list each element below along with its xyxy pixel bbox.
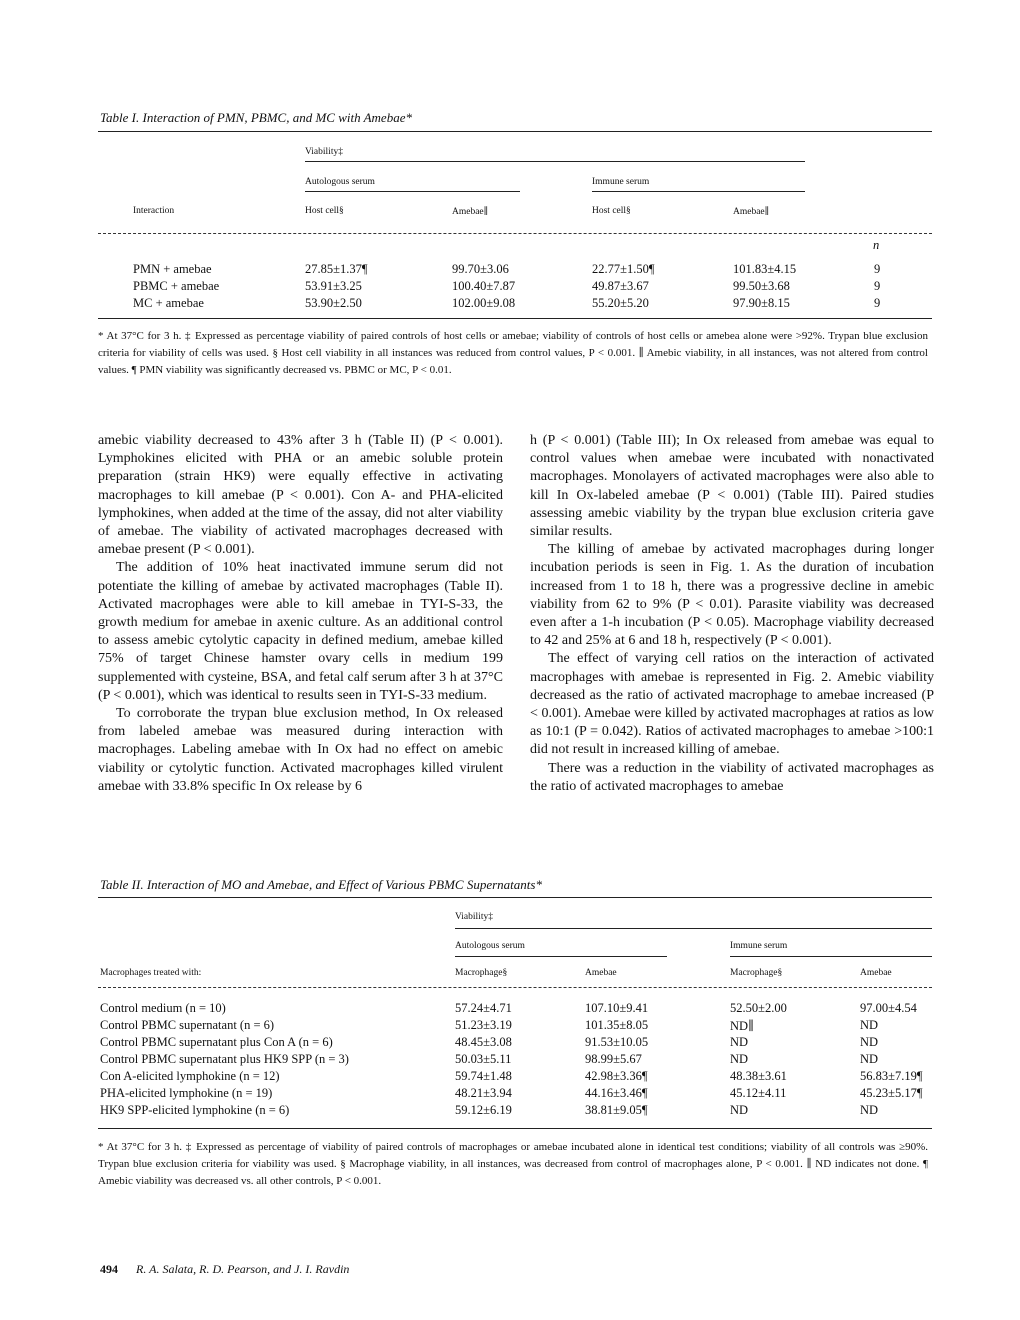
table2-cell: 107.10±9.41 — [585, 1001, 649, 1015]
table2-cell: 45.23±5.17¶ — [860, 1086, 923, 1100]
table2-amebae-header-1: Amebae — [585, 968, 617, 978]
table1-host-header-1: Host cell§ — [305, 206, 344, 216]
table2-footnote: * At 37°C for 3 h. ‡ Expressed as percentage of viability of paired controls of macrophages or amebae incubated alone in identical test conditions; viability of all controls was ≥90%. Trypan blue exclusion criteria for viability was used. § Macrophage viability, in all instances, was decreased from control of macrophages alone, P < 0.001. ∥ ND indicates not done. ¶ Amebic viability was decreased vs. all other controls, P < 0.001. — [98, 1141, 928, 1187]
table2-cell: 59.74±1.48 — [455, 1069, 512, 1083]
table2-cell: ND — [860, 1018, 879, 1032]
table1-amebae-header-2: Amebae∥ — [733, 207, 770, 217]
table2-row-label: Control PBMC supernatant plus HK9 SPP (n = 3) — [100, 1052, 349, 1066]
body-paragraph: There was a reduction in the viability of activated macrophages as the ratio of activated macrophages to amebae — [530, 760, 934, 794]
table2-cell: 51.23±3.19 — [455, 1018, 512, 1032]
table1-row-label: PMN + amebae — [133, 262, 212, 276]
body-paragraph: The killing of amebae by activated macrophages during longer incubation periods is seen in Fig. 1. As the duration of incubation increased from 1 to 18 h, there was a progressive decline in amebic viability from 62 to 9% (P < 0.01). Parasite viability was decreased even after a 1-h incubation (P < 0.05). Macrophage viability decreased to 42 and 25% at 6 and 18 h, respectively (P < 0.001). — [530, 542, 934, 649]
table2-macrophage-header-1: Macrophage§ — [455, 968, 508, 978]
table1-viability-label: Viability‡ — [305, 147, 343, 157]
table1-cell: 49.87±3.67 — [592, 279, 649, 293]
table2-row-label: Control PBMC supernatant plus Con A (n = 6) — [100, 1035, 333, 1049]
page-number: 494 — [100, 1262, 118, 1276]
table2-cell: 59.12±6.19 — [455, 1103, 512, 1117]
table2-immune-rule — [730, 956, 932, 957]
table1-viability-rule — [305, 161, 805, 162]
table2-amebae-header-2: Amebae — [860, 968, 892, 978]
table1-cell: 53.91±3.25 — [305, 279, 362, 293]
table2-cell: 48.21±3.94 — [455, 1086, 512, 1100]
body-paragraph: The addition of 10% heat inactivated immune serum did not potentiate the killing of amebae by activated macrophages (Table II). Activated macrophages were able to kill amebae in TYI-S-33, the growth medium for amebae in axenic culture. As an additional control to assess amebic cytolytic capacity in defined medium, amebae killed 75% of target Chinese hamster ovary cells in medium 199 supplemented with cysteine, BSA, and fetal calf serum after 3 h at 37°C (P < 0.001), which was identical to results seen in TYI-S-33 medium. — [98, 560, 503, 703]
table1-footnote: * At 37°C for 3 h. ‡ Expressed as percentage viability of paired controls of host cells or amebae; viability of controls of host cells or amebea alone were >92%. Trypan blue exclusion criteria for viability of cells was used. § Host cell viability in all instances was reduced from control values, P < 0.001. ∥ Amebic viability, in all instances, was not altered from control values. ¶ PMN viability was significantly decreased vs. PBMC or MC, P < 0.01. — [98, 330, 928, 376]
table2-header-rule — [98, 987, 932, 988]
table1-cell: 9 — [874, 262, 881, 276]
table1-cell: 9 — [874, 279, 881, 293]
page-footer — [100, 1262, 349, 1277]
table2-row-label: Control medium (n = 10) — [100, 1001, 226, 1015]
table2-row-label: Control PBMC supernatant (n = 6) — [100, 1018, 275, 1032]
table2-cell: ND — [860, 1052, 879, 1066]
table2-cell: 42.98±3.36¶ — [585, 1069, 648, 1083]
table1-cell: 22.77±1.50¶ — [592, 262, 655, 276]
table2-viability-label: Viability‡ — [455, 912, 493, 922]
table2-cell: 52.50±2.00 — [730, 1001, 787, 1015]
table2-cell: 56.83±7.19¶ — [860, 1069, 923, 1083]
table2-cell: 48.45±3.08 — [455, 1035, 512, 1049]
table2-cell: 38.81±9.05¶ — [585, 1103, 648, 1117]
table2-cell: 91.53±10.05 — [585, 1035, 649, 1049]
table1-autologous-label: Autologous serum — [305, 177, 375, 187]
table2-row-label: PHA-elicited lymphokine (n = 19) — [100, 1086, 273, 1100]
body-paragraph: amebic viability decreased to 43% after 3 h (Table II) (P < 0.001). Lymphokines elicited with PHA or an amebic soluble protein preparation (strain HK9) were equally effective in activating macrophages to kill amebae (P < 0.001). Con A- and PHA-elicited lymphokines, when added at the time of the assay, did not alter viability of amebae. The viability of activated macrophages decreased with amebae present (P < 0.001). — [98, 433, 503, 558]
table1-autologous-rule — [305, 191, 520, 192]
running-authors: R. A. Salata, R. D. Pearson, and J. I. Ravdin — [136, 1262, 350, 1276]
table2-cell: ND∥ — [730, 1019, 754, 1033]
table1-cell: 102.00±9.08 — [452, 296, 516, 310]
table2-cell: 98.99±5.67 — [585, 1052, 642, 1066]
table2-caption: Table II. Interaction of MO and Amebae, and Effect of Various PBMC Supernatants* — [100, 877, 542, 892]
table1-immune-label: Immune serum — [592, 177, 650, 187]
body-right-column — [530, 432, 934, 796]
table1-cell: 99.70±3.06 — [452, 262, 509, 276]
body-paragraph: The effect of varying cell ratios on the interaction of activated macrophages with amebae is represented in Fig. 2. Amebic viability decreased as the ratio of activated macrophage to amebae increased (P < 0.001). Amebae were killed by activated macrophages at ratios as low as 10:1 (P = 0.042). Ratios of activated macrophages to amebae >100:1 did not result in increased killing of amebae. — [530, 651, 934, 758]
table2-macrophage-header-2: Macrophage§ — [730, 968, 783, 978]
table2-immune-label: Immune serum — [730, 941, 788, 951]
table2-cell: 57.24±4.71 — [455, 1001, 512, 1015]
table1-interaction-header: Interaction — [133, 206, 175, 216]
table2-cell: ND — [730, 1052, 749, 1066]
table1-bottom-rule — [98, 318, 932, 319]
table1-immune-rule — [592, 191, 805, 192]
table1-cell: 53.90±2.50 — [305, 296, 362, 310]
table2-cell: 45.12±4.11 — [730, 1086, 787, 1100]
table1-cell: 101.83±4.15 — [733, 262, 797, 276]
table2-cell: ND — [730, 1035, 749, 1049]
table2-cell: ND — [860, 1035, 879, 1049]
table2-autologous-label: Autologous serum — [455, 941, 525, 951]
table1-row-label: MC + amebae — [133, 296, 204, 310]
table2-bottom-rule — [98, 1128, 932, 1129]
table2-cell: 44.16±3.46¶ — [585, 1086, 648, 1100]
table2-cell: 50.03±5.11 — [455, 1052, 512, 1066]
body-paragraph: To corroborate the trypan blue exclusion method, In Ox released from labeled amebae was measured during interaction with macrophages. Labeling amebae with In Ox had no effect on amebic viability or cytolytic function. Activated macrophages killed virulent amebae with 33.8% specific In Ox release by 6 — [98, 706, 503, 794]
table2-viability-rule — [455, 928, 932, 929]
body-left-column — [98, 432, 503, 796]
table1-top-rule — [98, 131, 932, 132]
table1-cell: 9 — [874, 296, 881, 310]
table2-cell: 101.35±8.05 — [585, 1018, 649, 1032]
table1-cell: 55.20±5.20 — [592, 296, 649, 310]
table1-cell: 97.90±8.15 — [733, 296, 790, 310]
table2-row-label: HK9 SPP-elicited lymphokine (n = 6) — [100, 1103, 290, 1117]
body-paragraph: h (P < 0.001) (Table III); In Ox released from amebae was equal to control values when amebae were incubated with nonactivated macrophages. Monolayers of activated macrophages were also able to kill In Ox-labeled amebae (P < 0.001) (Table III). Paired studies assessing amebic viability by the trypan blue exclusion criteria gave similar results. — [530, 433, 934, 540]
table1-caption: Table I. Interaction of PMN, PBMC, and MC with Amebae* — [100, 110, 412, 125]
table2-autologous-rule — [455, 956, 667, 957]
table1-header-rule — [98, 233, 932, 234]
table2-row-label: Con A-elicited lymphokine (n = 12) — [100, 1069, 280, 1083]
table2-cell: ND — [730, 1103, 749, 1117]
table1-cell: 27.85±1.37¶ — [305, 262, 368, 276]
table1-cell: 99.50±3.68 — [733, 279, 790, 293]
table2-cell: ND — [860, 1103, 879, 1117]
table2-cell: 48.38±3.61 — [730, 1069, 787, 1083]
table1-n-header: n — [873, 238, 880, 252]
table1-amebae-header-1: Amebae∥ — [452, 207, 489, 217]
table1-row-label: PBMC + amebae — [133, 279, 220, 293]
table2-treated-header: Macrophages treated with: — [100, 968, 202, 978]
table1-host-header-2: Host cell§ — [592, 206, 631, 216]
table1-cell: 100.40±7.87 — [452, 279, 516, 293]
table2-cell: 97.00±4.54 — [860, 1001, 917, 1015]
table2-top-rule — [98, 897, 932, 898]
